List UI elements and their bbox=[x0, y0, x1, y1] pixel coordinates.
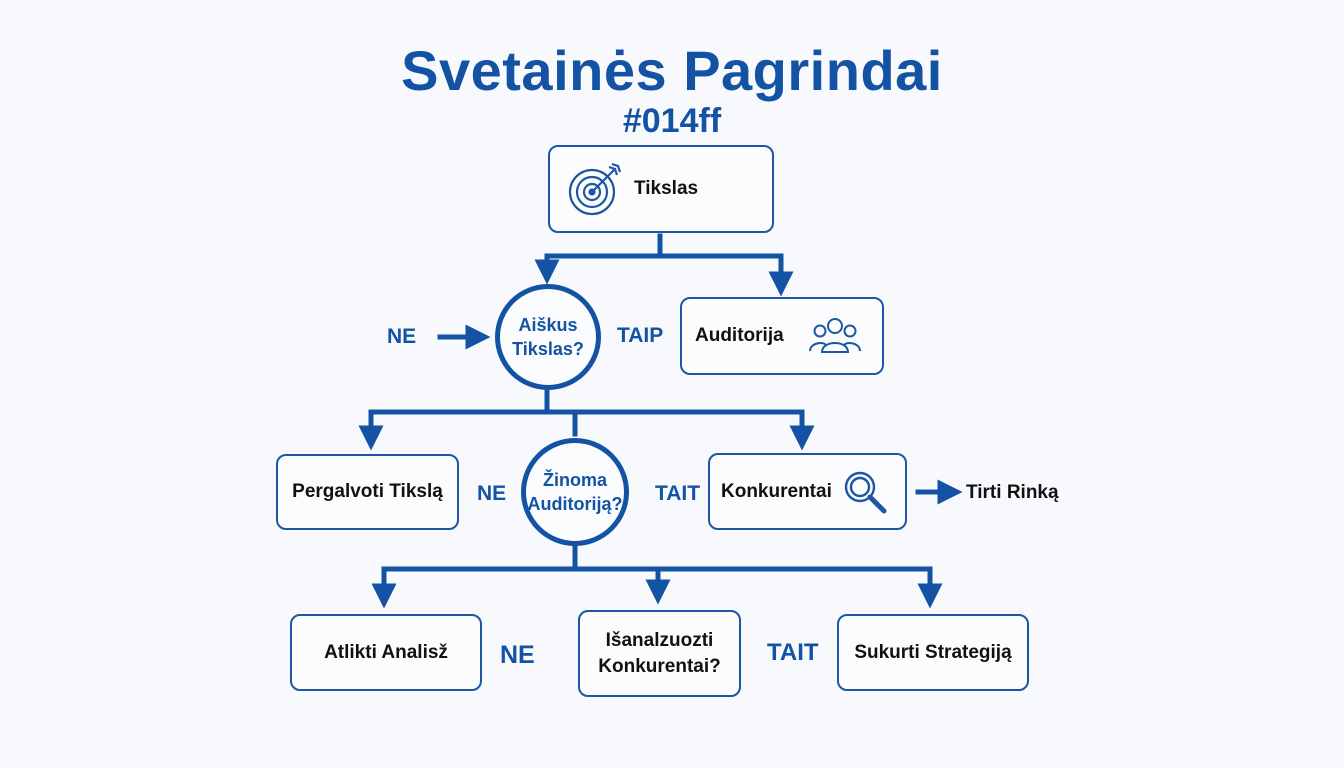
rethink-goal-box bbox=[276, 454, 459, 530]
goal-box bbox=[548, 145, 774, 233]
edge-label-ne-2: NE bbox=[477, 482, 507, 505]
edge-label-ne-1: NE bbox=[387, 325, 417, 348]
goal-label: Tikslas bbox=[634, 178, 699, 199]
competitors-box bbox=[708, 453, 907, 530]
analyze-competitors-line1: Išanalzuozti bbox=[605, 629, 714, 651]
rethink-goal-label: Pergalvoti Tikslą bbox=[292, 481, 443, 502]
decision-clear-goal bbox=[495, 284, 601, 390]
analyze-competitors-line2: Konkurentai? bbox=[598, 655, 721, 677]
competitors-label: Konkurentai bbox=[721, 480, 832, 502]
edge-label-tait-2: TAIT bbox=[655, 482, 701, 505]
magnifier-icon bbox=[842, 469, 890, 515]
decision-clear-goal-line2: Tikslas? bbox=[512, 339, 584, 359]
edge-label-taip-1: TAIP bbox=[617, 324, 664, 347]
decision-known-audience-line1: Žinoma bbox=[542, 470, 607, 490]
decision-known-audience bbox=[521, 438, 629, 546]
decision-known-audience-line2: Auditoriją? bbox=[527, 494, 623, 514]
analyze-competitors-box bbox=[578, 610, 741, 697]
audience-box bbox=[680, 297, 884, 375]
create-strategy-label: Sukurti Strategiją bbox=[854, 641, 1012, 663]
diagram-subtitle: #014ff bbox=[622, 102, 722, 140]
research-market-label: Tirti Rinką bbox=[966, 482, 1059, 503]
audience-label: Auditorija bbox=[695, 325, 784, 346]
edge-label-ne-3: NE bbox=[500, 641, 535, 669]
diagram-title: Svetainės Pagrindai bbox=[401, 39, 943, 102]
edge-label-tait-3: TAIT bbox=[767, 639, 819, 666]
users-icon bbox=[808, 316, 862, 356]
decision-clear-goal-line1: Aiškus bbox=[518, 315, 578, 335]
target-icon bbox=[564, 158, 626, 220]
do-analysis-label: Atlikti Analisž bbox=[324, 641, 448, 663]
do-analysis-box bbox=[290, 614, 482, 691]
create-strategy-box bbox=[837, 614, 1029, 691]
